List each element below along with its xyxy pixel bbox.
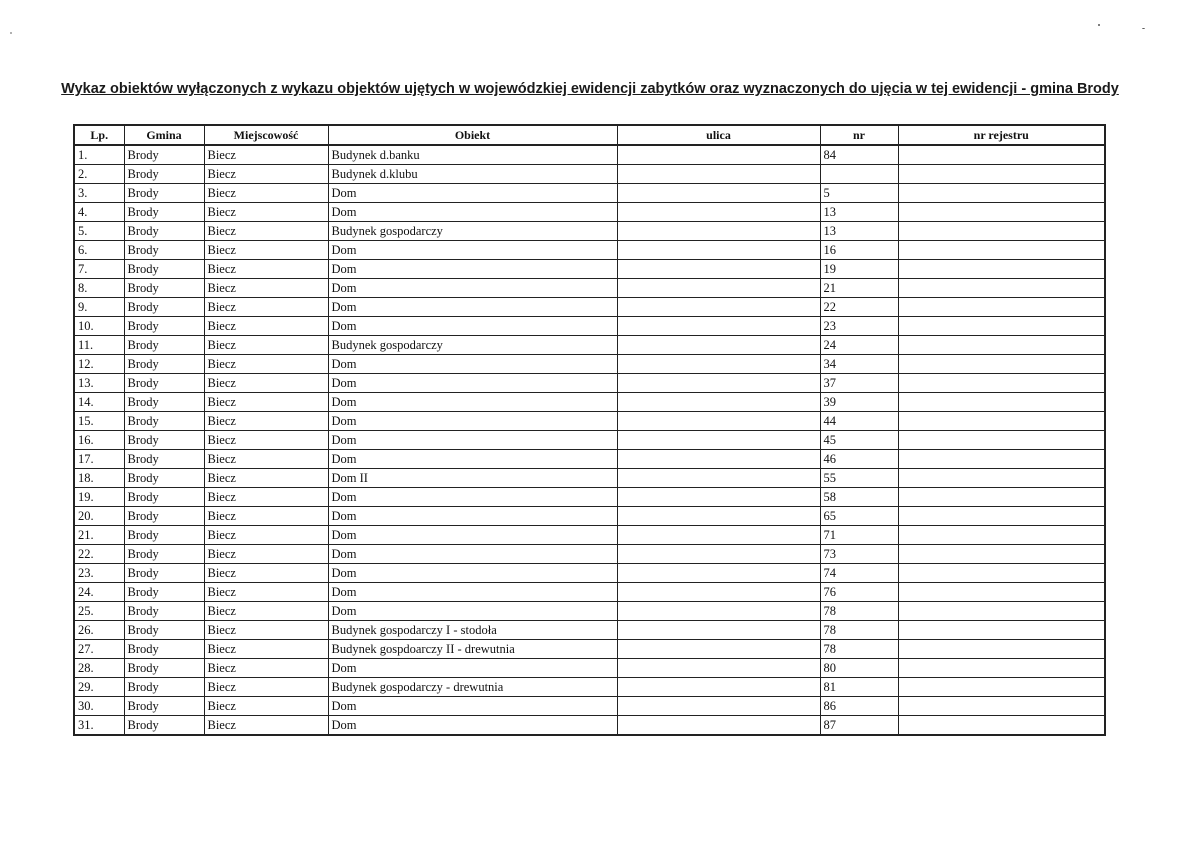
cell-nr: 80 <box>820 659 898 678</box>
table-row <box>74 488 1105 507</box>
cell-gmina: Brody <box>124 222 204 241</box>
cell-obiekt: Budynek gospodarczy <box>328 336 617 355</box>
cell-obiekt: Dom <box>328 716 617 736</box>
table-row <box>74 602 1105 621</box>
cell-nr: 87 <box>820 716 898 736</box>
cell-nr: 84 <box>820 145 898 165</box>
cell-gmina: Brody <box>124 241 204 260</box>
cell-nr: 5 <box>820 184 898 203</box>
cell-nr: 71 <box>820 526 898 545</box>
cell-nr-rejestru <box>898 659 1105 678</box>
cell-nr-rejestru <box>898 336 1105 355</box>
cell-nr: 81 <box>820 678 898 697</box>
cell-miejscowosc: Biecz <box>204 374 328 393</box>
cell-lp: 4. <box>74 203 124 222</box>
cell-nr: 45 <box>820 431 898 450</box>
cell-lp: 24. <box>74 583 124 602</box>
cell-lp: 26. <box>74 621 124 640</box>
cell-gmina: Brody <box>124 374 204 393</box>
cell-miejscowosc: Biecz <box>204 298 328 317</box>
monuments-table <box>73 124 1106 736</box>
cell-obiekt: Dom <box>328 450 617 469</box>
table-row <box>74 222 1105 241</box>
cell-lp: 1. <box>74 145 124 165</box>
cell-miejscowosc: Biecz <box>204 583 328 602</box>
table-body <box>74 145 1105 735</box>
cell-gmina: Brody <box>124 412 204 431</box>
cell-lp: 16. <box>74 431 124 450</box>
table-row <box>74 165 1105 184</box>
cell-nr: 86 <box>820 697 898 716</box>
cell-obiekt: Dom <box>328 488 617 507</box>
cell-lp: 20. <box>74 507 124 526</box>
cell-nr: 55 <box>820 469 898 488</box>
cell-gmina: Brody <box>124 583 204 602</box>
cell-ulica <box>617 602 820 621</box>
cell-lp: 14. <box>74 393 124 412</box>
table-row <box>74 393 1105 412</box>
cell-ulica <box>617 564 820 583</box>
cell-miejscowosc: Biecz <box>204 241 328 260</box>
cell-nr: 22 <box>820 298 898 317</box>
table-row <box>74 659 1105 678</box>
cell-nr: 76 <box>820 583 898 602</box>
table-row <box>74 431 1105 450</box>
cell-ulica <box>617 697 820 716</box>
cell-obiekt: Dom <box>328 203 617 222</box>
cell-miejscowosc: Biecz <box>204 678 328 697</box>
cell-nr-rejestru <box>898 716 1105 736</box>
cell-ulica <box>617 279 820 298</box>
cell-miejscowosc: Biecz <box>204 412 328 431</box>
cell-lp: 27. <box>74 640 124 659</box>
cell-nr-rejestru <box>898 602 1105 621</box>
cell-obiekt: Dom II <box>328 469 617 488</box>
cell-ulica <box>617 545 820 564</box>
cell-ulica <box>617 203 820 222</box>
cell-obiekt: Budynek d.klubu <box>328 165 617 184</box>
cell-gmina: Brody <box>124 184 204 203</box>
cell-miejscowosc: Biecz <box>204 203 328 222</box>
header-ulica: ulica <box>617 125 820 145</box>
cell-gmina: Brody <box>124 203 204 222</box>
cell-lp: 6. <box>74 241 124 260</box>
cell-ulica <box>617 659 820 678</box>
cell-miejscowosc: Biecz <box>204 184 328 203</box>
cell-nr-rejestru <box>898 545 1105 564</box>
header-gmina: Gmina <box>124 125 204 145</box>
table-row <box>74 203 1105 222</box>
cell-lp: 7. <box>74 260 124 279</box>
cell-lp: 8. <box>74 279 124 298</box>
cell-nr: 73 <box>820 545 898 564</box>
cell-obiekt: Budynek gospodarczy <box>328 222 617 241</box>
cell-gmina: Brody <box>124 355 204 374</box>
cell-nr: 13 <box>820 203 898 222</box>
cell-nr-rejestru <box>898 678 1105 697</box>
table-row <box>74 526 1105 545</box>
cell-nr-rejestru <box>898 165 1105 184</box>
table-row <box>74 298 1105 317</box>
cell-nr-rejestru <box>898 564 1105 583</box>
cell-obiekt: Dom <box>328 602 617 621</box>
cell-nr-rejestru <box>898 241 1105 260</box>
cell-nr-rejestru <box>898 431 1105 450</box>
cell-lp: 29. <box>74 678 124 697</box>
cell-gmina: Brody <box>124 298 204 317</box>
cell-gmina: Brody <box>124 469 204 488</box>
cell-ulica <box>617 621 820 640</box>
cell-lp: 23. <box>74 564 124 583</box>
cell-ulica <box>617 507 820 526</box>
table-row <box>74 640 1105 659</box>
table-row <box>74 355 1105 374</box>
cell-gmina: Brody <box>124 279 204 298</box>
cell-gmina: Brody <box>124 621 204 640</box>
cell-ulica <box>617 412 820 431</box>
cell-nr-rejestru <box>898 374 1105 393</box>
table-header-row <box>74 125 1105 145</box>
table-row <box>74 412 1105 431</box>
cell-miejscowosc: Biecz <box>204 545 328 564</box>
cell-ulica <box>617 317 820 336</box>
cell-nr <box>820 165 898 184</box>
cell-ulica <box>617 336 820 355</box>
cell-gmina: Brody <box>124 545 204 564</box>
cell-miejscowosc: Biecz <box>204 526 328 545</box>
cell-ulica <box>617 222 820 241</box>
cell-miejscowosc: Biecz <box>204 317 328 336</box>
cell-nr-rejestru <box>898 621 1105 640</box>
cell-nr: 78 <box>820 602 898 621</box>
cell-lp: 19. <box>74 488 124 507</box>
header-nr-rejestru: nr rejestru <box>898 125 1105 145</box>
cell-ulica <box>617 393 820 412</box>
cell-nr-rejestru <box>898 583 1105 602</box>
cell-ulica <box>617 298 820 317</box>
cell-obiekt: Budynek gospdoarczy II - drewutnia <box>328 640 617 659</box>
cell-miejscowosc: Biecz <box>204 469 328 488</box>
cell-nr: 78 <box>820 640 898 659</box>
cell-gmina: Brody <box>124 336 204 355</box>
cell-lp: 5. <box>74 222 124 241</box>
cell-gmina: Brody <box>124 450 204 469</box>
scan-speck <box>1142 28 1145 29</box>
header-nr: nr <box>820 125 898 145</box>
cell-obiekt: Dom <box>328 260 617 279</box>
cell-obiekt: Dom <box>328 564 617 583</box>
header-lp: Lp. <box>74 125 124 145</box>
table-row <box>74 184 1105 203</box>
cell-miejscowosc: Biecz <box>204 222 328 241</box>
cell-ulica <box>617 583 820 602</box>
cell-ulica <box>617 355 820 374</box>
cell-miejscowosc: Biecz <box>204 697 328 716</box>
table-row <box>74 374 1105 393</box>
table-row <box>74 678 1105 697</box>
cell-obiekt: Dom <box>328 184 617 203</box>
cell-miejscowosc: Biecz <box>204 355 328 374</box>
cell-lp: 21. <box>74 526 124 545</box>
cell-nr-rejestru <box>898 640 1105 659</box>
document-title: Wykaz obiektów wyłączonych z wykazu objektów ujętych w wojewódzkiej ewidencji zabytków oraz wyznaczonych do ujęcia w tej ewidencji - gmina Brody <box>61 81 1119 97</box>
cell-lp: 15. <box>74 412 124 431</box>
cell-nr-rejestru <box>898 469 1105 488</box>
cell-gmina: Brody <box>124 317 204 336</box>
cell-ulica <box>617 488 820 507</box>
cell-nr: 58 <box>820 488 898 507</box>
cell-ulica <box>617 431 820 450</box>
cell-ulica <box>617 469 820 488</box>
cell-nr-rejestru <box>898 450 1105 469</box>
cell-nr-rejestru <box>898 145 1105 165</box>
cell-miejscowosc: Biecz <box>204 716 328 736</box>
cell-nr-rejestru <box>898 260 1105 279</box>
cell-lp: 10. <box>74 317 124 336</box>
cell-lp: 12. <box>74 355 124 374</box>
cell-lp: 9. <box>74 298 124 317</box>
table-row <box>74 336 1105 355</box>
cell-obiekt: Dom <box>328 697 617 716</box>
cell-nr: 78 <box>820 621 898 640</box>
cell-ulica <box>617 526 820 545</box>
cell-lp: 13. <box>74 374 124 393</box>
cell-gmina: Brody <box>124 659 204 678</box>
cell-gmina: Brody <box>124 165 204 184</box>
cell-nr: 65 <box>820 507 898 526</box>
cell-nr: 13 <box>820 222 898 241</box>
cell-nr: 44 <box>820 412 898 431</box>
cell-gmina: Brody <box>124 431 204 450</box>
cell-miejscowosc: Biecz <box>204 145 328 165</box>
cell-ulica <box>617 716 820 736</box>
cell-ulica <box>617 678 820 697</box>
cell-obiekt: Dom <box>328 298 617 317</box>
cell-lp: 11. <box>74 336 124 355</box>
cell-miejscowosc: Biecz <box>204 450 328 469</box>
cell-gmina: Brody <box>124 393 204 412</box>
cell-nr-rejestru <box>898 393 1105 412</box>
cell-nr: 19 <box>820 260 898 279</box>
cell-miejscowosc: Biecz <box>204 621 328 640</box>
cell-lp: 22. <box>74 545 124 564</box>
table-row <box>74 279 1105 298</box>
cell-ulica <box>617 165 820 184</box>
cell-miejscowosc: Biecz <box>204 393 328 412</box>
cell-miejscowosc: Biecz <box>204 602 328 621</box>
table-row <box>74 507 1105 526</box>
cell-gmina: Brody <box>124 697 204 716</box>
table-row <box>74 260 1105 279</box>
table-row <box>74 621 1105 640</box>
cell-nr: 23 <box>820 317 898 336</box>
cell-nr: 24 <box>820 336 898 355</box>
cell-obiekt: Dom <box>328 431 617 450</box>
cell-nr-rejestru <box>898 526 1105 545</box>
cell-nr-rejestru <box>898 184 1105 203</box>
cell-obiekt: Budynek d.banku <box>328 145 617 165</box>
cell-ulica <box>617 450 820 469</box>
cell-nr: 37 <box>820 374 898 393</box>
cell-ulica <box>617 241 820 260</box>
cell-nr-rejestru <box>898 298 1105 317</box>
cell-ulica <box>617 184 820 203</box>
cell-obiekt: Dom <box>328 659 617 678</box>
cell-obiekt: Dom <box>328 583 617 602</box>
cell-gmina: Brody <box>124 678 204 697</box>
table-row <box>74 545 1105 564</box>
cell-nr-rejestru <box>898 412 1105 431</box>
cell-obiekt: Dom <box>328 507 617 526</box>
cell-nr-rejestru <box>898 203 1105 222</box>
table-row <box>74 583 1105 602</box>
header-miejscowosc: Miejscowość <box>204 125 328 145</box>
cell-nr: 46 <box>820 450 898 469</box>
cell-miejscowosc: Biecz <box>204 488 328 507</box>
cell-ulica <box>617 145 820 165</box>
cell-gmina: Brody <box>124 507 204 526</box>
cell-obiekt: Dom <box>328 393 617 412</box>
cell-miejscowosc: Biecz <box>204 640 328 659</box>
cell-obiekt: Dom <box>328 279 617 298</box>
cell-nr-rejestru <box>898 355 1105 374</box>
cell-lp: 3. <box>74 184 124 203</box>
cell-nr: 16 <box>820 241 898 260</box>
cell-miejscowosc: Biecz <box>204 165 328 184</box>
table-row <box>74 450 1105 469</box>
scan-speck <box>10 32 12 34</box>
table-row <box>74 241 1105 260</box>
cell-miejscowosc: Biecz <box>204 564 328 583</box>
cell-nr-rejestru <box>898 697 1105 716</box>
cell-nr-rejestru <box>898 279 1105 298</box>
cell-lp: 17. <box>74 450 124 469</box>
table-row <box>74 697 1105 716</box>
cell-obiekt: Dom <box>328 412 617 431</box>
cell-ulica <box>617 260 820 279</box>
cell-gmina: Brody <box>124 716 204 736</box>
cell-nr: 39 <box>820 393 898 412</box>
table-row <box>74 145 1105 165</box>
cell-miejscowosc: Biecz <box>204 507 328 526</box>
cell-nr: 21 <box>820 279 898 298</box>
cell-miejscowosc: Biecz <box>204 659 328 678</box>
cell-obiekt: Dom <box>328 317 617 336</box>
cell-miejscowosc: Biecz <box>204 260 328 279</box>
cell-obiekt: Budynek gospodarczy I - stodoła <box>328 621 617 640</box>
table-row <box>74 469 1105 488</box>
cell-lp: 28. <box>74 659 124 678</box>
cell-miejscowosc: Biecz <box>204 336 328 355</box>
cell-nr-rejestru <box>898 488 1105 507</box>
cell-miejscowosc: Biecz <box>204 279 328 298</box>
cell-gmina: Brody <box>124 145 204 165</box>
cell-gmina: Brody <box>124 260 204 279</box>
cell-lp: 31. <box>74 716 124 736</box>
cell-ulica <box>617 374 820 393</box>
table-row <box>74 564 1105 583</box>
cell-obiekt: Dom <box>328 241 617 260</box>
header-obiekt: Obiekt <box>328 125 617 145</box>
cell-lp: 18. <box>74 469 124 488</box>
cell-nr: 34 <box>820 355 898 374</box>
table-row <box>74 716 1105 736</box>
cell-obiekt: Dom <box>328 526 617 545</box>
cell-lp: 25. <box>74 602 124 621</box>
scan-speck <box>1098 24 1100 26</box>
cell-obiekt: Dom <box>328 374 617 393</box>
cell-nr-rejestru <box>898 317 1105 336</box>
cell-gmina: Brody <box>124 640 204 659</box>
cell-gmina: Brody <box>124 488 204 507</box>
cell-lp: 2. <box>74 165 124 184</box>
cell-obiekt: Dom <box>328 355 617 374</box>
cell-lp: 30. <box>74 697 124 716</box>
cell-gmina: Brody <box>124 564 204 583</box>
cell-nr-rejestru <box>898 507 1105 526</box>
cell-nr: 74 <box>820 564 898 583</box>
cell-gmina: Brody <box>124 602 204 621</box>
cell-obiekt: Dom <box>328 545 617 564</box>
cell-ulica <box>617 640 820 659</box>
table-row <box>74 317 1105 336</box>
cell-miejscowosc: Biecz <box>204 431 328 450</box>
cell-obiekt: Budynek gospodarczy - drewutnia <box>328 678 617 697</box>
cell-gmina: Brody <box>124 526 204 545</box>
cell-nr-rejestru <box>898 222 1105 241</box>
